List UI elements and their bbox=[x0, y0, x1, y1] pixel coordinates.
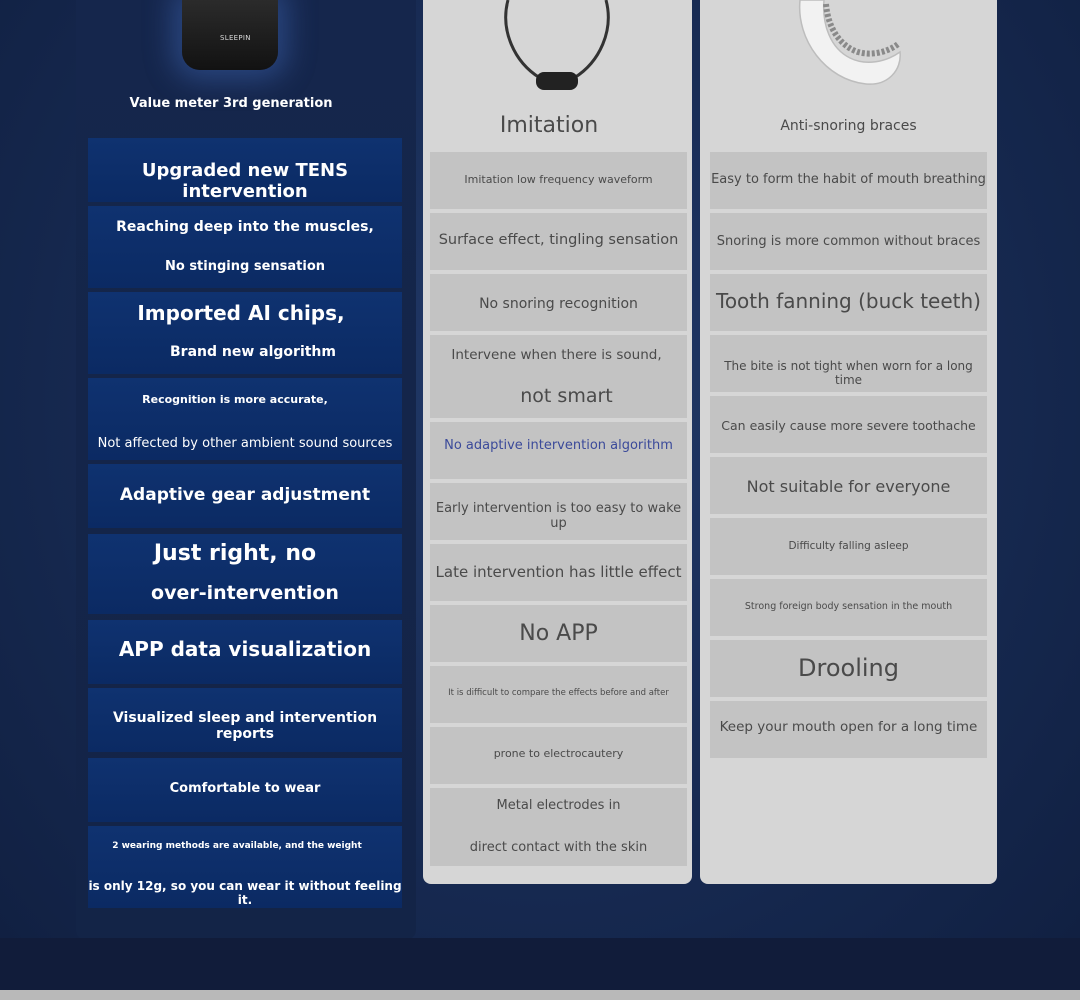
cell-text: direct contact with the skin bbox=[469, 840, 648, 855]
cell-text: Strong foreign body sensation in the mouth bbox=[744, 601, 953, 612]
left-column-caption: Value meter 3rd generation bbox=[129, 96, 333, 111]
comparison-cell bbox=[710, 335, 987, 392]
left-feature-cell bbox=[88, 206, 402, 288]
left-feature-cell bbox=[88, 138, 402, 202]
comparison-cell bbox=[710, 701, 987, 758]
comparison-cell bbox=[430, 422, 687, 479]
product-image-neck-device bbox=[500, 0, 614, 92]
feature-text: Comfortable to wear bbox=[169, 781, 321, 796]
cell-text: Tooth fanning (buck teeth) bbox=[716, 289, 981, 313]
cell-text: No adaptive intervention algorithm bbox=[444, 438, 673, 453]
comparison-cell bbox=[430, 544, 687, 601]
comparison-cell bbox=[430, 274, 687, 331]
page-bottom-band bbox=[0, 938, 1080, 990]
cell-text: Metal electrodes in bbox=[496, 798, 621, 813]
left-feature-cell bbox=[88, 826, 402, 908]
feature-text: Just right, no bbox=[153, 541, 317, 566]
comparison-cell bbox=[430, 605, 687, 662]
comparison-cell bbox=[430, 152, 687, 209]
left-feature-cell bbox=[88, 292, 402, 374]
feature-text: Adaptive gear adjustment bbox=[119, 485, 371, 505]
column-title-braces: Anti-snoring braces bbox=[780, 118, 917, 134]
feature-text: Not affected by other ambient sound sources bbox=[97, 436, 393, 451]
feature-text: Brand new algorithm bbox=[170, 344, 336, 360]
page-bottom-strip bbox=[0, 990, 1080, 1000]
cell-text: Difficulty falling asleep bbox=[788, 540, 909, 552]
comparison-cell bbox=[710, 640, 987, 697]
feature-text: Recognition is more accurate, bbox=[142, 393, 328, 406]
feature-text: No stinging sensation bbox=[164, 259, 326, 274]
comparison-cell bbox=[710, 152, 987, 209]
product-image-device-case bbox=[182, 0, 282, 72]
feature-text: is only 12g, so you can wear it without feeling it. bbox=[88, 879, 402, 907]
cell-text: Surface effect, tingling sensation bbox=[438, 232, 679, 248]
feature-text: Reaching deep into the muscles, bbox=[116, 219, 374, 235]
column-title-imitation: Imitation bbox=[499, 113, 599, 138]
comparison-cell bbox=[430, 788, 687, 866]
cell-text: Early intervention is too easy to wake up bbox=[435, 501, 682, 531]
feature-text: APP data visualization bbox=[118, 637, 372, 661]
cell-text: prone to electrocautery bbox=[493, 747, 624, 760]
product-logo: SLEEPIN bbox=[220, 34, 251, 42]
cell-text: No APP bbox=[519, 621, 598, 646]
comparison-cell bbox=[710, 579, 987, 636]
feature-text: over-intervention bbox=[151, 582, 339, 604]
comparison-cell bbox=[710, 274, 987, 331]
left-feature-cell bbox=[88, 758, 402, 822]
cell-text: Can easily cause more severe toothache bbox=[721, 418, 976, 433]
comparison-cell bbox=[430, 666, 687, 723]
left-feature-cell bbox=[88, 688, 402, 752]
cell-text: Imitation low frequency waveform bbox=[464, 173, 653, 186]
cell-text: Snoring is more common without braces bbox=[716, 234, 981, 249]
feature-text: 2 wearing methods are available, and the weight bbox=[112, 841, 362, 851]
cell-text: Late intervention has little effect bbox=[435, 563, 682, 581]
comparison-cell bbox=[710, 518, 987, 575]
comparison-cell bbox=[710, 457, 987, 514]
left-feature-cell bbox=[88, 620, 402, 684]
comparison-cell bbox=[430, 727, 687, 784]
cell-text: Not suitable for everyone bbox=[746, 477, 951, 496]
product-image-mouth-braces bbox=[796, 0, 904, 86]
cell-text: Intervene when there is sound, bbox=[451, 347, 662, 363]
left-feature-cell bbox=[88, 534, 402, 614]
cell-text: Keep your mouth open for a long time bbox=[719, 719, 978, 735]
left-feature-cell bbox=[88, 378, 402, 460]
left-feature-cell bbox=[88, 464, 402, 528]
cell-text: It is difficult to compare the effects before and after bbox=[448, 688, 669, 698]
feature-text: Imported AI chips, bbox=[137, 301, 345, 325]
comparison-cell bbox=[430, 213, 687, 270]
cell-text: Drooling bbox=[798, 654, 899, 682]
cell-text: No snoring recognition bbox=[479, 296, 638, 312]
comparison-cell bbox=[430, 335, 687, 418]
cell-text: not smart bbox=[520, 385, 613, 407]
comparison-cell bbox=[430, 483, 687, 540]
feature-text: Upgraded new TENS intervention bbox=[141, 160, 349, 202]
cell-text: Easy to form the habit of mouth breathing bbox=[711, 172, 986, 187]
comparison-cell bbox=[710, 213, 987, 270]
feature-text: Visualized sleep and intervention reports bbox=[112, 710, 378, 742]
cell-text: The bite is not tight when worn for a long time bbox=[724, 359, 973, 387]
comparison-cell bbox=[710, 396, 987, 453]
